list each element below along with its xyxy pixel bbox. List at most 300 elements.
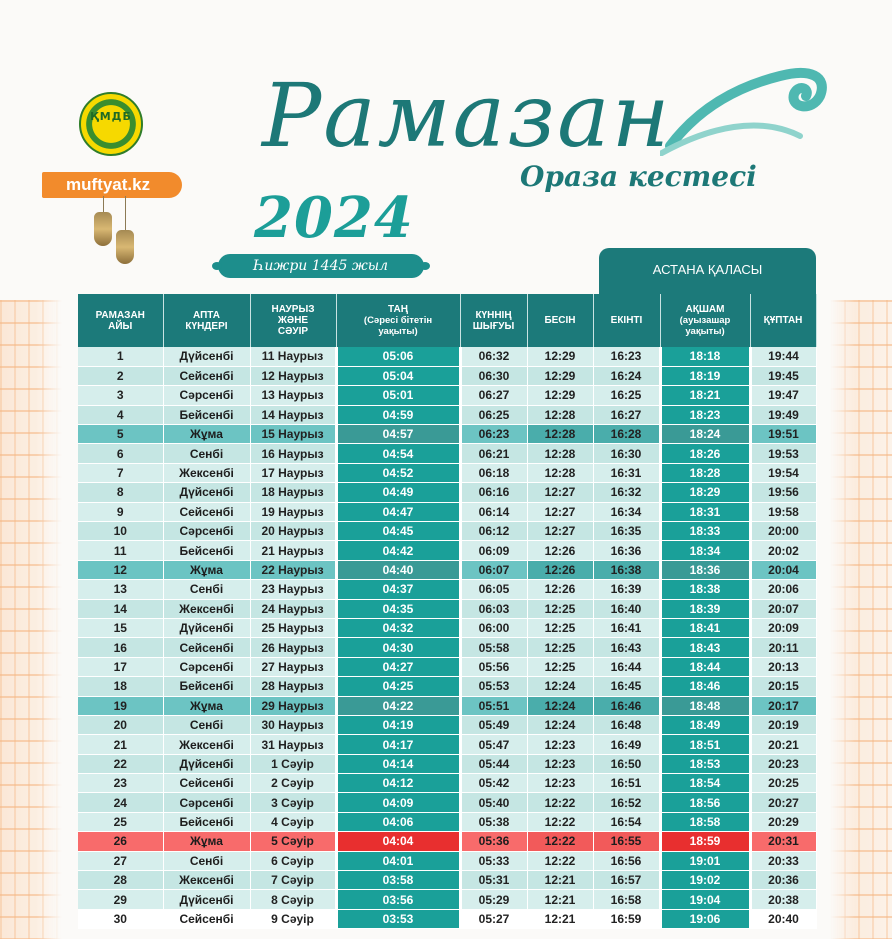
cell-dhuhr: 12:29 xyxy=(527,366,593,385)
cell-asr: 16:57 xyxy=(593,871,660,890)
cell-num: 15 xyxy=(78,618,163,637)
cell-isha: 19:53 xyxy=(750,444,816,463)
cell-asr: 16:30 xyxy=(593,444,660,463)
cell-maghrib: 18:38 xyxy=(660,580,750,599)
table-row xyxy=(78,560,816,579)
cell-date: 22 Наурыз xyxy=(250,560,336,579)
cell-num: 12 xyxy=(78,560,163,579)
lantern-icon xyxy=(94,212,112,246)
cell-num: 2 xyxy=(78,366,163,385)
cell-dhuhr: 12:21 xyxy=(527,890,593,909)
cell-day: Бейсенбі xyxy=(163,677,250,696)
table-row xyxy=(78,347,816,366)
cell-fajr: 04:52 xyxy=(336,463,460,482)
cell-asr: 16:51 xyxy=(593,774,660,793)
cell-num: 7 xyxy=(78,463,163,482)
cell-isha: 19:49 xyxy=(750,405,816,424)
table-row xyxy=(78,774,816,793)
cell-day: Дүйсенбі xyxy=(163,618,250,637)
cell-date: 30 Наурыз xyxy=(250,715,336,734)
cell-dhuhr: 12:22 xyxy=(527,812,593,831)
cell-day: Жұма xyxy=(163,560,250,579)
cell-num: 11 xyxy=(78,541,163,560)
cell-date: 16 Наурыз xyxy=(250,444,336,463)
cell-isha: 20:38 xyxy=(750,890,816,909)
cell-fajr: 04:01 xyxy=(336,851,460,870)
cell-date: 8 Сәуір xyxy=(250,890,336,909)
table-row xyxy=(78,909,816,928)
cell-fajr: 05:06 xyxy=(336,347,460,366)
cell-asr: 16:54 xyxy=(593,812,660,831)
cell-num: 9 xyxy=(78,502,163,521)
cell-maghrib: 18:21 xyxy=(660,386,750,405)
cell-day: Сенбі xyxy=(163,580,250,599)
cell-date: 17 Наурыз xyxy=(250,463,336,482)
ornament-right xyxy=(830,300,892,939)
cell-fajr: 04:57 xyxy=(336,425,460,444)
cell-asr: 16:34 xyxy=(593,502,660,521)
cell-day: Сәрсенбі xyxy=(163,386,250,405)
wave-ornament-icon xyxy=(660,46,830,156)
cell-num: 24 xyxy=(78,793,163,812)
cell-date: 11 Наурыз xyxy=(250,347,336,366)
cell-sunrise: 06:18 xyxy=(460,463,527,482)
cell-fajr: 04:19 xyxy=(336,715,460,734)
cell-isha: 19:54 xyxy=(750,463,816,482)
cell-sunrise: 05:42 xyxy=(460,774,527,793)
cell-day: Дүйсенбі xyxy=(163,890,250,909)
table-row xyxy=(78,715,816,734)
cell-date: 7 Сәуір xyxy=(250,871,336,890)
cell-date: 13 Наурыз xyxy=(250,386,336,405)
cell-day: Сейсенбі xyxy=(163,502,250,521)
cell-maghrib: 18:23 xyxy=(660,405,750,424)
cell-maghrib: 18:41 xyxy=(660,618,750,637)
cell-day: Сәрсенбі xyxy=(163,793,250,812)
cell-maghrib: 18:18 xyxy=(660,347,750,366)
cell-asr: 16:59 xyxy=(593,909,660,928)
cell-day: Дүйсенбі xyxy=(163,483,250,502)
cell-day: Сейсенбі xyxy=(163,638,250,657)
table-row xyxy=(78,483,816,502)
cell-num: 3 xyxy=(78,386,163,405)
cell-day: Бейсенбі xyxy=(163,405,250,424)
cell-sunrise: 05:27 xyxy=(460,909,527,928)
table-row xyxy=(78,832,816,851)
cell-maghrib: 18:26 xyxy=(660,444,750,463)
cell-date: 3 Сәуір xyxy=(250,793,336,812)
cell-isha: 20:17 xyxy=(750,696,816,715)
cell-asr: 16:36 xyxy=(593,541,660,560)
table-body xyxy=(78,347,816,929)
cell-isha: 19:44 xyxy=(750,347,816,366)
cell-dhuhr: 12:27 xyxy=(527,522,593,541)
cell-day: Жексенбі xyxy=(163,735,250,754)
cell-sunrise: 06:00 xyxy=(460,618,527,637)
cell-day: Жұма xyxy=(163,425,250,444)
table-row xyxy=(78,386,816,405)
cell-isha: 20:00 xyxy=(750,522,816,541)
table-row xyxy=(78,890,816,909)
cell-date: 6 Сәуір xyxy=(250,851,336,870)
year: 2024 xyxy=(254,185,414,251)
cell-sunrise: 06:25 xyxy=(460,405,527,424)
cell-asr: 16:40 xyxy=(593,599,660,618)
cell-fajr: 04:17 xyxy=(336,735,460,754)
cell-sunrise: 06:32 xyxy=(460,347,527,366)
cell-asr: 16:52 xyxy=(593,793,660,812)
hijri-year-badge: Һижри 1445 жыл xyxy=(218,254,424,278)
cell-sunrise: 06:16 xyxy=(460,483,527,502)
cell-maghrib: 18:44 xyxy=(660,657,750,676)
cell-dhuhr: 12:28 xyxy=(527,444,593,463)
table-row xyxy=(78,502,816,521)
cell-date: 20 Наурыз xyxy=(250,522,336,541)
cell-fajr: 04:30 xyxy=(336,638,460,657)
cell-num: 13 xyxy=(78,580,163,599)
cell-dhuhr: 12:27 xyxy=(527,483,593,502)
cell-maghrib: 18:29 xyxy=(660,483,750,502)
cell-asr: 16:55 xyxy=(593,832,660,851)
cell-num: 18 xyxy=(78,677,163,696)
cell-dhuhr: 12:22 xyxy=(527,851,593,870)
cell-date: 27 Наурыз xyxy=(250,657,336,676)
cell-dhuhr: 12:27 xyxy=(527,502,593,521)
table-row xyxy=(78,638,816,657)
cell-fajr: 05:01 xyxy=(336,386,460,405)
cell-maghrib: 18:34 xyxy=(660,541,750,560)
site-link[interactable]: muftyat.kz xyxy=(42,172,182,198)
cell-sunrise: 05:31 xyxy=(460,871,527,890)
table-row xyxy=(78,580,816,599)
table-row xyxy=(78,851,816,870)
cell-sunrise: 06:21 xyxy=(460,444,527,463)
cell-maghrib: 18:46 xyxy=(660,677,750,696)
cell-isha: 20:02 xyxy=(750,541,816,560)
cell-asr: 16:44 xyxy=(593,657,660,676)
table-row xyxy=(78,793,816,812)
cell-asr: 16:23 xyxy=(593,347,660,366)
cell-dhuhr: 12:23 xyxy=(527,754,593,773)
cell-asr: 16:25 xyxy=(593,386,660,405)
cell-day: Сейсенбі xyxy=(163,774,250,793)
lantern-string xyxy=(103,196,104,212)
table-row xyxy=(78,657,816,676)
col-header-maghrib: АҚШАМ (ауызашар уақыты) xyxy=(660,294,750,347)
cell-maghrib: 18:49 xyxy=(660,715,750,734)
cell-num: 16 xyxy=(78,638,163,657)
cell-date: 14 Наурыз xyxy=(250,405,336,424)
cell-date: 25 Наурыз xyxy=(250,618,336,637)
cell-num: 14 xyxy=(78,599,163,618)
cell-sunrise: 06:30 xyxy=(460,366,527,385)
cell-fajr: 04:45 xyxy=(336,522,460,541)
cell-isha: 20:31 xyxy=(750,832,816,851)
cell-num: 1 xyxy=(78,347,163,366)
cell-sunrise: 05:49 xyxy=(460,715,527,734)
cell-dhuhr: 12:26 xyxy=(527,560,593,579)
cell-maghrib: 18:33 xyxy=(660,522,750,541)
cell-day: Жексенбі xyxy=(163,871,250,890)
cell-day: Сенбі xyxy=(163,715,250,734)
cell-day: Бейсенбі xyxy=(163,812,250,831)
cell-date: 5 Сәуір xyxy=(250,832,336,851)
cell-asr: 16:50 xyxy=(593,754,660,773)
cell-day: Жұма xyxy=(163,696,250,715)
cell-asr: 16:45 xyxy=(593,677,660,696)
cell-maghrib: 18:36 xyxy=(660,560,750,579)
cell-maghrib: 19:04 xyxy=(660,890,750,909)
ornament-left xyxy=(0,300,62,939)
cell-maghrib: 19:06 xyxy=(660,909,750,928)
cell-dhuhr: 12:23 xyxy=(527,735,593,754)
table-row xyxy=(78,522,816,541)
cell-asr: 16:27 xyxy=(593,405,660,424)
cell-num: 29 xyxy=(78,890,163,909)
cell-asr: 16:43 xyxy=(593,638,660,657)
cell-dhuhr: 12:25 xyxy=(527,657,593,676)
cell-asr: 16:35 xyxy=(593,522,660,541)
cell-fajr: 04:59 xyxy=(336,405,460,424)
cell-fajr: 04:42 xyxy=(336,541,460,560)
cell-dhuhr: 12:28 xyxy=(527,425,593,444)
cell-sunrise: 05:38 xyxy=(460,812,527,831)
table-row xyxy=(78,871,816,890)
cell-num: 23 xyxy=(78,774,163,793)
cell-dhuhr: 12:22 xyxy=(527,832,593,851)
table-row xyxy=(78,618,816,637)
cell-date: 18 Наурыз xyxy=(250,483,336,502)
cell-fajr: 04:49 xyxy=(336,483,460,502)
table-row xyxy=(78,677,816,696)
cell-dhuhr: 12:25 xyxy=(527,638,593,657)
cell-date: 15 Наурыз xyxy=(250,425,336,444)
table-row xyxy=(78,541,816,560)
cell-day: Дүйсенбі xyxy=(163,754,250,773)
cell-asr: 16:41 xyxy=(593,618,660,637)
col-header-date: НАУРЫЗ ЖӘНЕ СӘУІР xyxy=(250,294,336,347)
cell-day: Бейсенбі xyxy=(163,541,250,560)
cell-date: 26 Наурыз xyxy=(250,638,336,657)
cell-num: 27 xyxy=(78,851,163,870)
cell-asr: 16:48 xyxy=(593,715,660,734)
cell-sunrise: 06:09 xyxy=(460,541,527,560)
cell-isha: 20:13 xyxy=(750,657,816,676)
cell-asr: 16:38 xyxy=(593,560,660,579)
cell-dhuhr: 12:23 xyxy=(527,774,593,793)
cell-dhuhr: 12:25 xyxy=(527,599,593,618)
cell-isha: 20:23 xyxy=(750,754,816,773)
cell-num: 8 xyxy=(78,483,163,502)
cell-asr: 16:39 xyxy=(593,580,660,599)
cell-sunrise: 05:40 xyxy=(460,793,527,812)
cell-isha: 20:19 xyxy=(750,715,816,734)
cell-maghrib: 18:43 xyxy=(660,638,750,657)
cell-fajr: 04:35 xyxy=(336,599,460,618)
cell-day: Сейсенбі xyxy=(163,909,250,928)
cell-maghrib: 18:51 xyxy=(660,735,750,754)
cell-sunrise: 05:53 xyxy=(460,677,527,696)
cell-num: 22 xyxy=(78,754,163,773)
cell-num: 25 xyxy=(78,812,163,831)
cell-date: 4 Сәуір xyxy=(250,812,336,831)
cell-date: 1 Сәуір xyxy=(250,754,336,773)
cell-num: 21 xyxy=(78,735,163,754)
cell-dhuhr: 12:24 xyxy=(527,677,593,696)
cell-day: Жұма xyxy=(163,832,250,851)
cell-sunrise: 05:51 xyxy=(460,696,527,715)
cell-sunrise: 06:05 xyxy=(460,580,527,599)
city-tab: АСТАНА ҚАЛАСЫ xyxy=(599,248,816,294)
lantern-string xyxy=(125,196,126,230)
cell-date: 9 Сәуір xyxy=(250,909,336,928)
cell-num: 10 xyxy=(78,522,163,541)
cell-num: 5 xyxy=(78,425,163,444)
cell-isha: 20:29 xyxy=(750,812,816,831)
cell-isha: 20:09 xyxy=(750,618,816,637)
cell-maghrib: 18:53 xyxy=(660,754,750,773)
cell-fajr: 04:22 xyxy=(336,696,460,715)
col-header-isha: ҚҰПТАН xyxy=(750,294,816,347)
cell-asr: 16:46 xyxy=(593,696,660,715)
cell-fajr: 04:14 xyxy=(336,754,460,773)
table-row xyxy=(78,366,816,385)
prayer-schedule-table xyxy=(78,294,817,929)
table-row xyxy=(78,812,816,831)
cell-asr: 16:31 xyxy=(593,463,660,482)
cell-dhuhr: 12:22 xyxy=(527,793,593,812)
cell-date: 29 Наурыз xyxy=(250,696,336,715)
cell-date: 23 Наурыз xyxy=(250,580,336,599)
cell-sunrise: 06:03 xyxy=(460,599,527,618)
cell-fajr: 04:25 xyxy=(336,677,460,696)
cell-asr: 16:28 xyxy=(593,425,660,444)
cell-maghrib: 18:28 xyxy=(660,463,750,482)
col-header-asr: ЕКІНТІ xyxy=(593,294,660,347)
cell-fajr: 04:27 xyxy=(336,657,460,676)
cell-num: 6 xyxy=(78,444,163,463)
cell-isha: 20:40 xyxy=(750,909,816,928)
page-subtitle: Ораза кестесі xyxy=(520,160,757,193)
cell-asr: 16:58 xyxy=(593,890,660,909)
cell-num: 28 xyxy=(78,871,163,890)
cell-date: 28 Наурыз xyxy=(250,677,336,696)
cell-sunrise: 06:14 xyxy=(460,502,527,521)
cell-sunrise: 05:56 xyxy=(460,657,527,676)
logo-text: ҚМДБ xyxy=(90,110,132,123)
cell-dhuhr: 12:29 xyxy=(527,386,593,405)
cell-fajr: 03:53 xyxy=(336,909,460,928)
cell-fajr: 05:04 xyxy=(336,366,460,385)
cell-dhuhr: 12:21 xyxy=(527,871,593,890)
cell-isha: 19:58 xyxy=(750,502,816,521)
cell-isha: 19:56 xyxy=(750,483,816,502)
cell-day: Сәрсенбі xyxy=(163,657,250,676)
cell-dhuhr: 12:28 xyxy=(527,405,593,424)
lantern-icon xyxy=(116,230,134,264)
cell-num: 17 xyxy=(78,657,163,676)
cell-isha: 20:27 xyxy=(750,793,816,812)
cell-fajr: 03:58 xyxy=(336,871,460,890)
cell-dhuhr: 12:28 xyxy=(527,463,593,482)
table-row xyxy=(78,599,816,618)
cell-dhuhr: 12:24 xyxy=(527,715,593,734)
cell-date: 31 Наурыз xyxy=(250,735,336,754)
cell-maghrib: 18:24 xyxy=(660,425,750,444)
table-header-row xyxy=(78,294,816,347)
page-title: Рамазан xyxy=(262,64,672,167)
cell-maghrib: 18:59 xyxy=(660,832,750,851)
cell-sunrise: 05:44 xyxy=(460,754,527,773)
table-row xyxy=(78,444,816,463)
cell-day: Жексенбі xyxy=(163,599,250,618)
cell-fajr: 04:37 xyxy=(336,580,460,599)
table-row xyxy=(78,696,816,715)
cell-dhuhr: 12:21 xyxy=(527,909,593,928)
cell-fajr: 04:09 xyxy=(336,793,460,812)
cell-dhuhr: 12:24 xyxy=(527,696,593,715)
cell-day: Сенбі xyxy=(163,851,250,870)
cell-sunrise: 06:12 xyxy=(460,522,527,541)
cell-dhuhr: 12:29 xyxy=(527,347,593,366)
cell-num: 26 xyxy=(78,832,163,851)
cell-maghrib: 18:48 xyxy=(660,696,750,715)
cell-sunrise: 05:58 xyxy=(460,638,527,657)
cell-isha: 20:07 xyxy=(750,599,816,618)
col-header-dhuhr: БЕСІН xyxy=(527,294,593,347)
cell-asr: 16:49 xyxy=(593,735,660,754)
table-row xyxy=(78,754,816,773)
table-row xyxy=(78,463,816,482)
col-header-sunrise: КҮННІҢ ШЫҒУЫ xyxy=(460,294,527,347)
col-header-fajr: ТАҢ (Сәресі бітетін уақыты) xyxy=(336,294,460,347)
cell-sunrise: 05:29 xyxy=(460,890,527,909)
cell-maghrib: 19:02 xyxy=(660,871,750,890)
cell-fajr: 04:47 xyxy=(336,502,460,521)
cell-dhuhr: 12:26 xyxy=(527,541,593,560)
cell-sunrise: 06:23 xyxy=(460,425,527,444)
cell-fajr: 03:56 xyxy=(336,890,460,909)
table-row xyxy=(78,735,816,754)
cell-asr: 16:32 xyxy=(593,483,660,502)
cell-asr: 16:24 xyxy=(593,366,660,385)
cell-date: 2 Сәуір xyxy=(250,774,336,793)
cell-maghrib: 18:31 xyxy=(660,502,750,521)
cell-dhuhr: 12:26 xyxy=(527,580,593,599)
col-header-ramadan-day: РАМАЗАН АЙЫ xyxy=(78,294,163,347)
cell-sunrise: 05:47 xyxy=(460,735,527,754)
cell-fajr: 04:32 xyxy=(336,618,460,637)
cell-date: 24 Наурыз xyxy=(250,599,336,618)
cell-day: Дүйсенбі xyxy=(163,347,250,366)
cell-maghrib: 19:01 xyxy=(660,851,750,870)
col-header-weekday: АПТА КҮНДЕРІ xyxy=(163,294,250,347)
cell-isha: 19:47 xyxy=(750,386,816,405)
cell-isha: 20:36 xyxy=(750,871,816,890)
cell-day: Жексенбі xyxy=(163,463,250,482)
cell-date: 12 Наурыз xyxy=(250,366,336,385)
cell-fajr: 04:06 xyxy=(336,812,460,831)
cell-maghrib: 18:54 xyxy=(660,774,750,793)
table-row xyxy=(78,405,816,424)
cell-fajr: 04:54 xyxy=(336,444,460,463)
cell-num: 30 xyxy=(78,909,163,928)
cell-num: 19 xyxy=(78,696,163,715)
cell-date: 21 Наурыз xyxy=(250,541,336,560)
cell-maghrib: 18:56 xyxy=(660,793,750,812)
cell-sunrise: 06:07 xyxy=(460,560,527,579)
cell-isha: 20:15 xyxy=(750,677,816,696)
